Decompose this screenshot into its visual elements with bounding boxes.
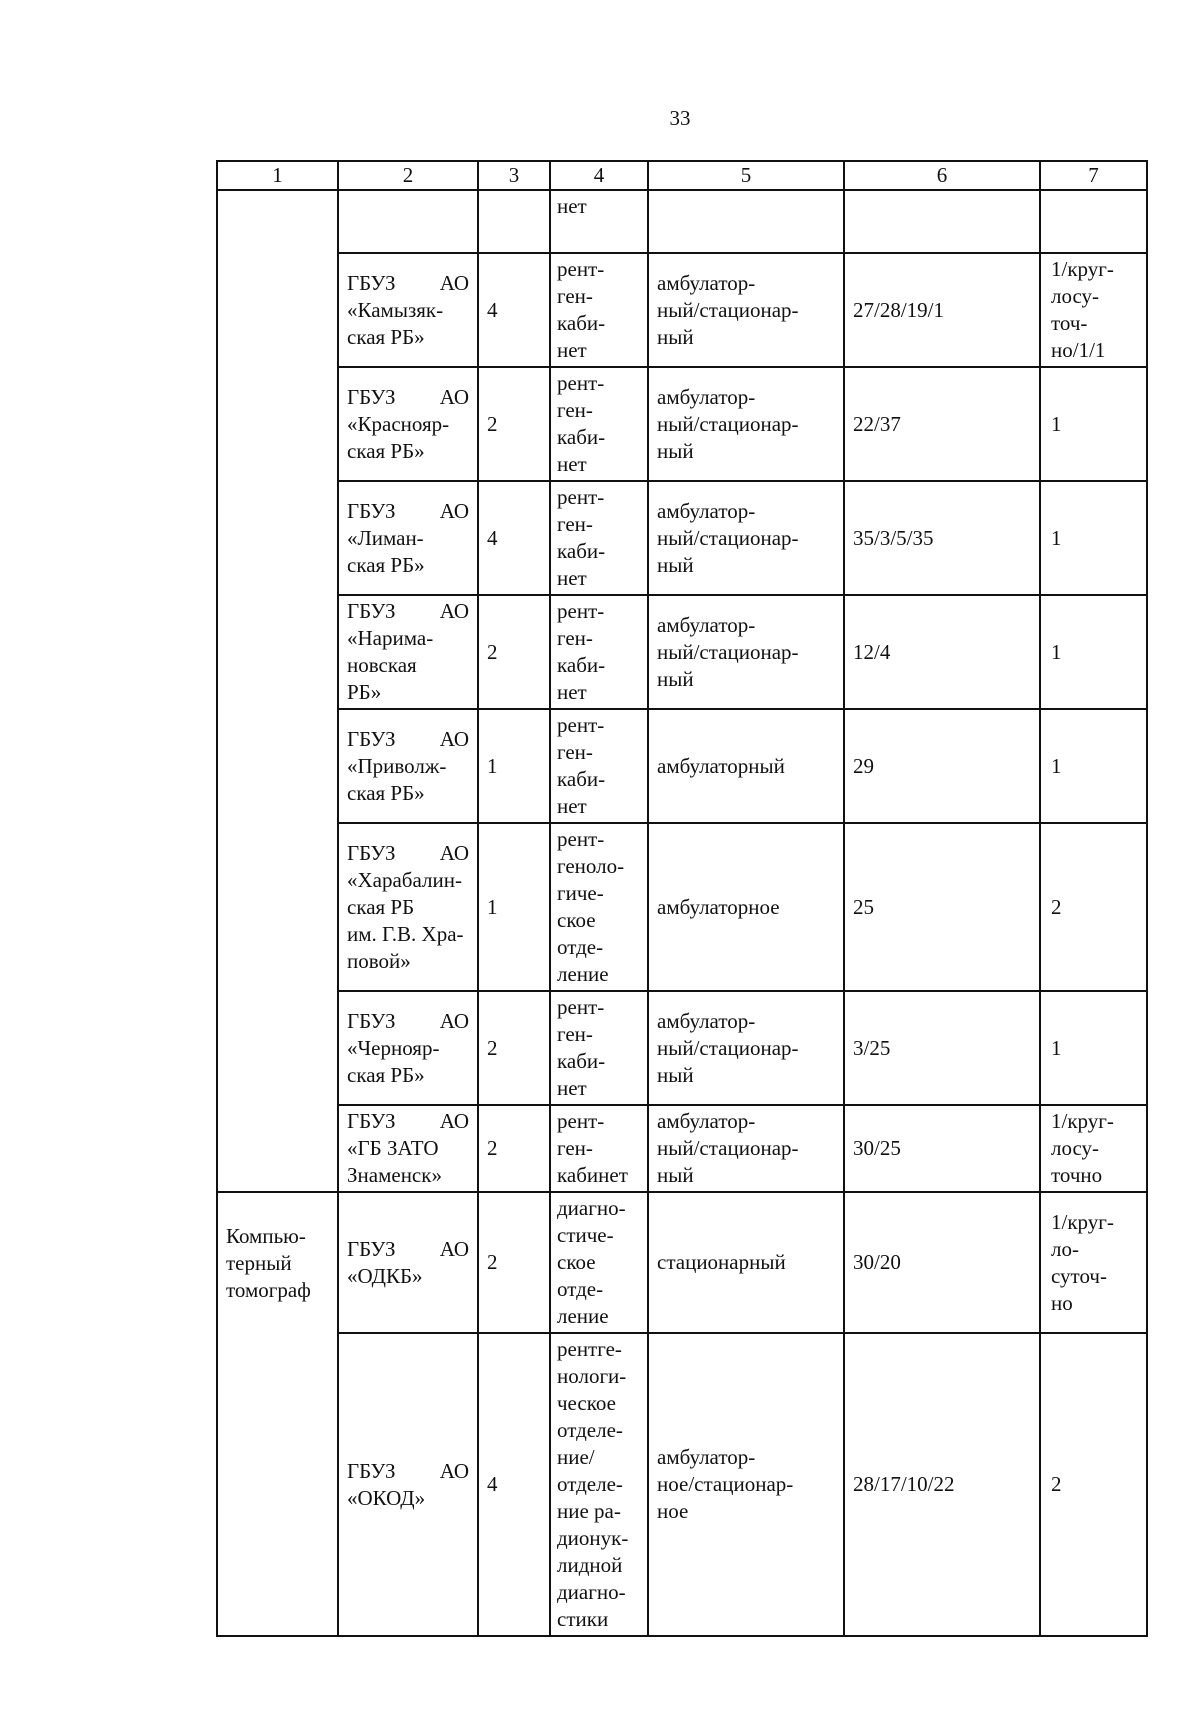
cell-line: ген-: [557, 1136, 593, 1160]
unit-cell: [550, 823, 648, 991]
cell-line: ская РБ: [347, 894, 415, 919]
org-cell: [338, 991, 478, 1105]
count-cell: 1: [478, 709, 550, 823]
cell-line: «Краснояр-: [347, 411, 450, 436]
count-cell: 2: [478, 595, 550, 709]
cell-line: ская РБ»: [347, 1062, 425, 1087]
cell-line: ГБУЗ АО: [347, 498, 469, 523]
group-cell: [217, 1192, 338, 1636]
cell-line: ный: [657, 552, 694, 577]
cell-line: «ОКОД»: [347, 1485, 426, 1510]
cell-line: ный: [657, 438, 694, 463]
cell-line: ское: [557, 908, 596, 932]
count-cell: 4: [478, 481, 550, 595]
cell-line: им. Г.В. Хра-: [347, 921, 464, 946]
cell-line: ГБУЗ АО: [347, 1458, 469, 1483]
unit-cell: [550, 190, 648, 253]
cell-line: ный/стационар-: [657, 639, 799, 664]
mode-cell: [648, 1192, 844, 1333]
cell-line: «Лиман-: [347, 525, 424, 550]
values-cell: 30/20: [844, 1192, 1040, 1333]
cell-line: ГБУЗ АО: [347, 840, 469, 865]
cell-line: рент-: [557, 485, 605, 509]
table-body: [217, 161, 1147, 1636]
cell-line: 1: [1051, 411, 1062, 436]
cell-line: рент-: [557, 257, 605, 281]
cell-line: нет: [557, 794, 587, 818]
mode-cell: [648, 991, 844, 1105]
cell-line: ГБУЗ АО: [347, 726, 469, 751]
cell-line: амбулаторный: [657, 753, 785, 778]
cell-line: геноло-: [557, 854, 625, 878]
cell-line: ГБУЗ АО: [347, 1236, 469, 1261]
cell-line: ская РБ»: [347, 324, 425, 349]
cell-line: ское: [557, 1250, 596, 1274]
values-cell: 27/28/19/1: [844, 253, 1040, 367]
cell-line: амбулатор-: [657, 384, 756, 409]
cell-line: 1/круг-: [1051, 1209, 1114, 1234]
org-cell: [338, 823, 478, 991]
cell-line: «Чернояр-: [347, 1035, 440, 1060]
mode-cell: [648, 367, 844, 481]
cell-line: ская РБ»: [347, 552, 425, 577]
cell-line: рент-: [557, 827, 605, 851]
page-number: 33: [669, 106, 691, 130]
shifts-cell: [1040, 595, 1147, 709]
cell-line: ние ра-: [557, 1499, 621, 1523]
table-row: [217, 1192, 1147, 1333]
column-header-4: 4: [550, 161, 648, 190]
cell-line: точ-: [1051, 311, 1088, 335]
unit-cell: [550, 481, 648, 595]
column-header-5: 5: [648, 161, 844, 190]
org-cell: [338, 595, 478, 709]
cell-line: 2: [1051, 894, 1062, 919]
cell-line: ГБУЗ АО: [347, 384, 469, 409]
org-cell: [338, 253, 478, 367]
cell-line: ген-: [557, 398, 593, 422]
cell-line: амбулатор-: [657, 270, 756, 295]
count-cell: 2: [478, 367, 550, 481]
cell-line: рент-: [557, 1109, 605, 1133]
cell-line: каби-: [557, 539, 606, 563]
cell-line: нет: [557, 1076, 587, 1100]
cell-line: ный: [657, 1163, 694, 1187]
unit-cell: [550, 709, 648, 823]
cell-line: лосу-: [1051, 284, 1100, 308]
unit-cell: [550, 595, 648, 709]
count-cell: 2: [478, 991, 550, 1105]
cell-line: каби-: [557, 311, 606, 335]
cell-line: ГБУЗ АО: [347, 270, 469, 295]
cell-line: нет: [557, 194, 587, 218]
cell-line: отделе-: [557, 1472, 623, 1496]
values-cell: 28/17/10/22: [844, 1333, 1040, 1636]
count-cell: 2: [478, 1105, 550, 1192]
shifts-cell: [1040, 1333, 1147, 1636]
column-header-3: 3: [478, 161, 550, 190]
cell-line: каби-: [557, 425, 606, 449]
values-cell: 30/25: [844, 1105, 1040, 1192]
cell-line: отде-: [557, 935, 604, 959]
shifts-cell: [1040, 253, 1147, 367]
cell-line: 1/круг-: [1051, 257, 1114, 281]
table-row: [217, 367, 1147, 481]
cell-line: отделе-: [557, 1418, 623, 1442]
unit-cell: [550, 367, 648, 481]
values-cell: 12/4: [844, 595, 1040, 709]
cell-line: стиче-: [557, 1223, 614, 1247]
cell-line: стационарный: [657, 1250, 786, 1274]
cell-line: амбулатор-: [657, 1008, 756, 1033]
cell-line: суточ-: [1051, 1263, 1107, 1288]
unit-cell: [550, 1333, 648, 1636]
cell-line: отде-: [557, 1277, 604, 1301]
shifts-cell: [1040, 190, 1147, 253]
cell-line: повой»: [347, 948, 411, 973]
cell-line: ный: [657, 1062, 694, 1087]
table-row: [217, 823, 1147, 991]
cell-line: нологи-: [557, 1364, 627, 1388]
cell-line: дионук-: [557, 1526, 629, 1550]
mode-cell: [648, 1333, 844, 1636]
count-cell: 2: [478, 1192, 550, 1333]
unit-cell: [550, 991, 648, 1105]
cell-line: ный/стационар-: [657, 297, 799, 322]
values-cell: 3/25: [844, 991, 1040, 1105]
cell-line: ный: [657, 666, 694, 691]
cell-line: «ОДКБ»: [347, 1263, 423, 1288]
cell-line: лидной: [557, 1553, 623, 1577]
cell-line: ление: [557, 1304, 609, 1328]
cell-line: нет: [557, 452, 587, 476]
header-row: [217, 161, 1147, 190]
cell-line: ный: [657, 324, 694, 349]
cell-line: 1: [1051, 753, 1062, 778]
column-header-2: 2: [338, 161, 478, 190]
cell-line: но: [1051, 1290, 1073, 1315]
table-row: [217, 1105, 1147, 1192]
cell-line: 1: [1051, 639, 1062, 664]
cell-line: ГБУЗ АО: [347, 599, 469, 623]
cell-line: Компью-: [226, 1224, 306, 1248]
count-cell: 4: [478, 1333, 550, 1636]
cell-line: амбулатор-: [657, 1109, 756, 1133]
cell-line: новская: [347, 653, 417, 677]
values-cell: 29: [844, 709, 1040, 823]
cell-line: ный/стационар-: [657, 411, 799, 436]
cell-line: Знаменск»: [347, 1163, 442, 1187]
cell-line: 2: [1051, 1472, 1062, 1496]
cell-line: но/1/1: [1051, 338, 1106, 362]
cell-line: ное: [657, 1499, 689, 1523]
cell-line: томограф: [226, 1278, 311, 1302]
shifts-cell: [1040, 367, 1147, 481]
cell-line: «ГБ ЗАТО: [347, 1136, 439, 1160]
cell-line: ное/стационар-: [657, 1472, 794, 1496]
cell-line: кабинет: [557, 1163, 628, 1187]
cell-line: ген-: [557, 512, 593, 536]
shifts-cell: [1040, 709, 1147, 823]
shifts-cell: [1040, 823, 1147, 991]
table-row: [217, 595, 1147, 709]
table-row: [217, 991, 1147, 1105]
values-cell: 35/3/5/35: [844, 481, 1040, 595]
cell-line: «Нарима-: [347, 626, 434, 650]
cell-line: ГБУЗ АО: [347, 1008, 469, 1033]
cell-line: РБ»: [347, 680, 382, 704]
cell-line: диагно-: [557, 1196, 626, 1220]
column-header-6: 6: [844, 161, 1040, 190]
org-cell: [338, 190, 478, 253]
mode-cell: [648, 1105, 844, 1192]
table-row: [217, 481, 1147, 595]
cell-line: каби-: [557, 1049, 606, 1073]
cell-line: каби-: [557, 767, 606, 791]
cell-line: рент-: [557, 599, 605, 623]
org-cell: [338, 1105, 478, 1192]
table-row: [217, 190, 1147, 253]
values-cell: 25: [844, 823, 1040, 991]
cell-line: ло-: [1051, 1236, 1079, 1261]
unit-cell: [550, 1105, 648, 1192]
count-cell: 1: [478, 823, 550, 991]
mode-cell: [648, 190, 844, 253]
cell-line: стики: [557, 1607, 609, 1631]
cell-line: нет: [557, 680, 587, 704]
cell-line: ген-: [557, 284, 593, 308]
table-row: [217, 709, 1147, 823]
mode-cell: [648, 481, 844, 595]
shifts-cell: [1040, 481, 1147, 595]
shifts-cell: [1040, 1105, 1147, 1192]
column-header-1: 1: [217, 161, 338, 190]
count-cell: [478, 190, 550, 253]
table-row: [217, 1333, 1147, 1636]
cell-line: рент-: [557, 713, 605, 737]
cell-line: терный: [226, 1251, 292, 1275]
cell-line: ская РБ»: [347, 780, 425, 805]
cell-line: ГБУЗ АО: [347, 1109, 469, 1133]
cell-line: рент-: [557, 995, 605, 1019]
cell-line: амбулатор-: [657, 498, 756, 523]
cell-line: ление: [557, 962, 609, 986]
count-cell: 4: [478, 253, 550, 367]
cell-line: ген-: [557, 740, 593, 764]
org-cell: [338, 481, 478, 595]
column-header-7: 7: [1040, 161, 1147, 190]
cell-line: «Приволж-: [347, 753, 447, 778]
mode-cell: [648, 823, 844, 991]
cell-line: ние/: [557, 1445, 595, 1469]
cell-line: амбулатор-: [657, 612, 756, 637]
cell-line: ческое: [557, 1391, 616, 1415]
org-cell: [338, 1333, 478, 1636]
cell-line: 1: [1051, 525, 1062, 550]
table-row: [217, 253, 1147, 367]
unit-cell: [550, 253, 648, 367]
cell-line: лосу-: [1051, 1136, 1100, 1160]
shifts-cell: [1040, 1192, 1147, 1333]
cell-line: амбулаторное: [657, 894, 780, 919]
shifts-cell: [1040, 991, 1147, 1105]
cell-line: 1: [1051, 1035, 1062, 1060]
unit-cell: [550, 1192, 648, 1333]
cell-line: рентге-: [557, 1337, 622, 1361]
group-cell: [217, 190, 338, 1192]
cell-line: ген-: [557, 1022, 593, 1046]
cell-line: 1/круг-: [1051, 1109, 1114, 1133]
cell-line: точно: [1051, 1163, 1103, 1187]
mode-cell: [648, 595, 844, 709]
org-cell: [338, 709, 478, 823]
cell-line: нет: [557, 338, 587, 362]
cell-line: каби-: [557, 653, 606, 677]
cell-line: гиче-: [557, 881, 604, 905]
cell-line: ген-: [557, 626, 593, 650]
cell-line: нет: [557, 566, 587, 590]
org-cell: [338, 367, 478, 481]
cell-line: ская РБ»: [347, 438, 425, 463]
values-cell: [844, 190, 1040, 253]
data-table: [216, 160, 1148, 1637]
cell-line: «Харабалин-: [347, 867, 462, 892]
cell-line: амбулатор-: [657, 1445, 756, 1469]
mode-cell: [648, 709, 844, 823]
cell-line: ный/стационар-: [657, 1035, 799, 1060]
cell-line: диагно-: [557, 1580, 626, 1604]
org-cell: [338, 1192, 478, 1333]
mode-cell: [648, 253, 844, 367]
cell-line: ный/стационар-: [657, 525, 799, 550]
values-cell: 22/37: [844, 367, 1040, 481]
cell-line: ный/стационар-: [657, 1136, 799, 1160]
cell-line: «Камызяк-: [347, 297, 444, 322]
cell-line: рент-: [557, 371, 605, 395]
